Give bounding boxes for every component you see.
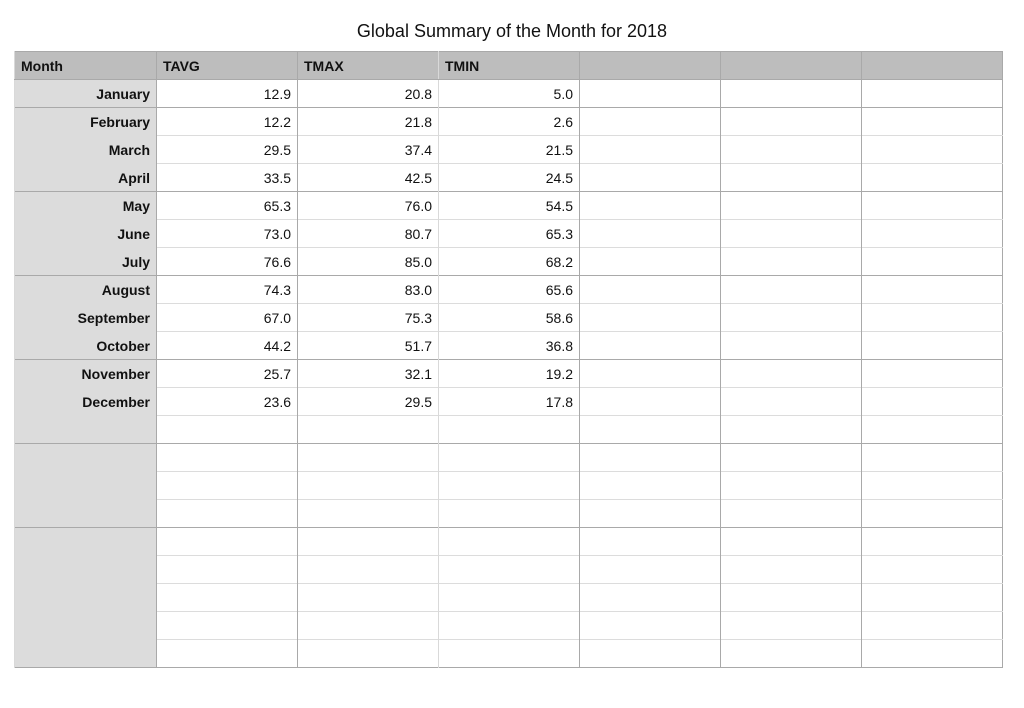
table-cell[interactable] bbox=[157, 640, 298, 668]
column-header-empty[interactable] bbox=[721, 52, 862, 80]
row-header-cell[interactable] bbox=[15, 444, 157, 472]
table-cell[interactable]: 5.0 bbox=[439, 80, 580, 108]
table-cell[interactable] bbox=[862, 472, 1003, 500]
table-cell[interactable] bbox=[721, 332, 862, 360]
table-cell[interactable] bbox=[580, 276, 721, 304]
table-cell[interactable]: 12.2 bbox=[157, 108, 298, 136]
row-header-cell[interactable]: October bbox=[15, 332, 157, 360]
row-header-cell[interactable]: April bbox=[15, 164, 157, 192]
row-header-cell[interactable]: November bbox=[15, 360, 157, 388]
table-cell[interactable] bbox=[721, 584, 862, 612]
table-cell[interactable] bbox=[862, 360, 1003, 388]
table-cell[interactable]: 65.3 bbox=[157, 192, 298, 220]
table-cell[interactable] bbox=[721, 528, 862, 556]
column-header-tmax[interactable]: TMAX bbox=[298, 52, 439, 80]
table-cell[interactable] bbox=[721, 80, 862, 108]
table-cell[interactable] bbox=[439, 528, 580, 556]
table-cell[interactable] bbox=[721, 444, 862, 472]
table-row bbox=[15, 192, 1003, 220]
column-header-empty[interactable] bbox=[862, 52, 1003, 80]
row-header-cell[interactable]: August bbox=[15, 276, 157, 304]
table-cell[interactable] bbox=[721, 388, 862, 416]
table-cell[interactable] bbox=[298, 528, 439, 556]
table-cell[interactable] bbox=[157, 444, 298, 472]
table-cell[interactable]: 65.3 bbox=[439, 220, 580, 248]
table-cell[interactable] bbox=[721, 164, 862, 192]
table-cell[interactable] bbox=[721, 248, 862, 276]
table-cell[interactable] bbox=[298, 444, 439, 472]
table-cell[interactable]: 44.2 bbox=[157, 332, 298, 360]
table-cell[interactable] bbox=[721, 220, 862, 248]
table-row bbox=[15, 304, 1003, 332]
sheet-title: Global Summary of the Month for 2018 bbox=[356, 21, 668, 41]
table-cell[interactable] bbox=[439, 444, 580, 472]
table-cell[interactable] bbox=[157, 584, 298, 612]
table-cell[interactable] bbox=[580, 528, 721, 556]
table-cell[interactable] bbox=[721, 276, 862, 304]
table-cell[interactable] bbox=[721, 612, 862, 640]
table-cell[interactable] bbox=[580, 416, 721, 444]
row-header-cell[interactable]: December bbox=[15, 388, 157, 416]
table-cell[interactable] bbox=[580, 192, 721, 220]
row-header-cell[interactable] bbox=[15, 528, 157, 556]
table-cell[interactable] bbox=[862, 304, 1003, 332]
table-cell[interactable] bbox=[298, 584, 439, 612]
row-header-cell[interactable] bbox=[15, 416, 157, 444]
table-cell[interactable] bbox=[298, 640, 439, 668]
table-cell[interactable]: 76.6 bbox=[157, 248, 298, 276]
table-cell[interactable] bbox=[862, 444, 1003, 472]
table-cell[interactable] bbox=[580, 80, 721, 108]
table-cell[interactable] bbox=[580, 612, 721, 640]
table-cell[interactable] bbox=[580, 248, 721, 276]
table-row bbox=[15, 332, 1003, 360]
table-cell[interactable]: 19.2 bbox=[439, 360, 580, 388]
table-cell[interactable] bbox=[439, 612, 580, 640]
column-header-empty[interactable] bbox=[580, 52, 721, 80]
table-row bbox=[15, 164, 1003, 192]
table-row bbox=[15, 248, 1003, 276]
table-cell[interactable] bbox=[157, 556, 298, 584]
table-cell[interactable]: 29.5 bbox=[298, 388, 439, 416]
row-header-cell[interactable] bbox=[15, 500, 157, 528]
table-cell[interactable]: 12.9 bbox=[157, 80, 298, 108]
table-cell[interactable] bbox=[721, 472, 862, 500]
table-cell[interactable]: 2.6 bbox=[439, 108, 580, 136]
table-cell[interactable] bbox=[580, 108, 721, 136]
table-cell[interactable]: 42.5 bbox=[298, 164, 439, 192]
table-cell[interactable] bbox=[862, 388, 1003, 416]
table-cell[interactable]: 65.6 bbox=[439, 276, 580, 304]
table-cell[interactable] bbox=[580, 164, 721, 192]
table-cell[interactable] bbox=[580, 444, 721, 472]
table-cell[interactable]: 32.1 bbox=[298, 360, 439, 388]
table-cell[interactable] bbox=[580, 220, 721, 248]
column-header-tmin[interactable]: TMIN bbox=[439, 52, 580, 80]
row-header-cell[interactable] bbox=[15, 556, 157, 584]
table-row bbox=[15, 472, 1003, 500]
table-cell[interactable] bbox=[439, 416, 580, 444]
table-cell[interactable]: 58.6 bbox=[439, 304, 580, 332]
table-row bbox=[15, 136, 1003, 164]
table-cell[interactable] bbox=[862, 248, 1003, 276]
row-header-cell[interactable] bbox=[15, 640, 157, 668]
table-cell[interactable] bbox=[862, 192, 1003, 220]
table-cell[interactable] bbox=[157, 472, 298, 500]
header-row bbox=[15, 52, 1003, 80]
table-cell[interactable] bbox=[721, 556, 862, 584]
table-cell[interactable]: 74.3 bbox=[157, 276, 298, 304]
row-header-cell[interactable]: September bbox=[15, 304, 157, 332]
table-cell[interactable]: 23.6 bbox=[157, 388, 298, 416]
table-cell[interactable] bbox=[439, 584, 580, 612]
table-cell[interactable]: 67.0 bbox=[157, 304, 298, 332]
table-cell[interactable] bbox=[862, 220, 1003, 248]
table-cell[interactable] bbox=[439, 640, 580, 668]
table-cell[interactable] bbox=[298, 556, 439, 584]
table-cell[interactable] bbox=[862, 640, 1003, 668]
table-row bbox=[15, 220, 1003, 248]
table-cell[interactable] bbox=[721, 136, 862, 164]
table-cell[interactable]: 68.2 bbox=[439, 248, 580, 276]
row-header-cell[interactable] bbox=[15, 612, 157, 640]
table-cell[interactable] bbox=[721, 192, 862, 220]
table-row bbox=[15, 276, 1003, 304]
table-cell[interactable] bbox=[721, 640, 862, 668]
table-cell[interactable] bbox=[580, 388, 721, 416]
table-row bbox=[15, 640, 1003, 668]
table-cell[interactable] bbox=[157, 612, 298, 640]
table-row bbox=[15, 108, 1003, 136]
table-cell[interactable] bbox=[157, 528, 298, 556]
column-header-month[interactable]: Month bbox=[15, 52, 157, 80]
row-header-cell[interactable]: May bbox=[15, 192, 157, 220]
row-header-cell[interactable]: February bbox=[15, 108, 157, 136]
table-row bbox=[15, 444, 1003, 472]
table-cell[interactable] bbox=[862, 416, 1003, 444]
table-cell[interactable] bbox=[439, 500, 580, 528]
table-cell[interactable]: 54.5 bbox=[439, 192, 580, 220]
table-row bbox=[15, 416, 1003, 444]
table-cell[interactable]: 25.7 bbox=[157, 360, 298, 388]
table-cell[interactable] bbox=[580, 556, 721, 584]
table-cell[interactable] bbox=[862, 556, 1003, 584]
table-cell[interactable] bbox=[298, 500, 439, 528]
table-cell[interactable] bbox=[721, 500, 862, 528]
table-cell[interactable]: 73.0 bbox=[157, 220, 298, 248]
table-cell[interactable] bbox=[439, 472, 580, 500]
table-cell[interactable]: 24.5 bbox=[439, 164, 580, 192]
table-cell[interactable] bbox=[862, 80, 1003, 108]
table-cell[interactable] bbox=[721, 304, 862, 332]
table-cell[interactable] bbox=[580, 472, 721, 500]
table-cell[interactable]: 83.0 bbox=[298, 276, 439, 304]
table-row bbox=[15, 500, 1003, 528]
table-cell[interactable]: 80.7 bbox=[298, 220, 439, 248]
table-cell[interactable]: 29.5 bbox=[157, 136, 298, 164]
table-cell[interactable] bbox=[580, 360, 721, 388]
table-cell[interactable]: 21.5 bbox=[439, 136, 580, 164]
table-row bbox=[15, 80, 1003, 108]
table-cell[interactable]: 51.7 bbox=[298, 332, 439, 360]
table-cell[interactable] bbox=[862, 528, 1003, 556]
table-cell[interactable] bbox=[298, 612, 439, 640]
table-cell[interactable] bbox=[580, 304, 721, 332]
table-cell[interactable] bbox=[862, 332, 1003, 360]
table-cell[interactable]: 37.4 bbox=[298, 136, 439, 164]
table-cell[interactable] bbox=[862, 584, 1003, 612]
table-cell[interactable] bbox=[721, 108, 862, 136]
table-cell[interactable]: 17.8 bbox=[439, 388, 580, 416]
table-row bbox=[15, 584, 1003, 612]
row-header-cell[interactable] bbox=[15, 472, 157, 500]
table-cell[interactable] bbox=[862, 136, 1003, 164]
table-cell[interactable] bbox=[298, 416, 439, 444]
table-cell[interactable] bbox=[862, 276, 1003, 304]
table-cell[interactable] bbox=[439, 556, 580, 584]
table-cell[interactable] bbox=[580, 332, 721, 360]
table-cell[interactable] bbox=[580, 136, 721, 164]
table-row bbox=[15, 360, 1003, 388]
table-cell[interactable] bbox=[721, 416, 862, 444]
table-row bbox=[15, 528, 1003, 556]
table-cell[interactable] bbox=[721, 360, 862, 388]
table-cell[interactable] bbox=[157, 416, 298, 444]
table-cell[interactable] bbox=[580, 584, 721, 612]
row-header-cell[interactable] bbox=[15, 584, 157, 612]
table-cell[interactable]: 21.8 bbox=[298, 108, 439, 136]
row-header-cell[interactable]: June bbox=[15, 220, 157, 248]
table-cell[interactable]: 33.5 bbox=[157, 164, 298, 192]
table-cell[interactable]: 76.0 bbox=[298, 192, 439, 220]
table-cell[interactable] bbox=[580, 500, 721, 528]
table-row bbox=[15, 612, 1003, 640]
table-cell[interactable] bbox=[580, 640, 721, 668]
table-cell[interactable]: 36.8 bbox=[439, 332, 580, 360]
table-cell[interactable] bbox=[862, 164, 1003, 192]
row-header-cell[interactable]: March bbox=[15, 136, 157, 164]
table-cell[interactable] bbox=[298, 472, 439, 500]
table-cell[interactable]: 75.3 bbox=[298, 304, 439, 332]
row-header-cell[interactable]: July bbox=[15, 248, 157, 276]
table-cell[interactable]: 85.0 bbox=[298, 248, 439, 276]
table-row bbox=[15, 388, 1003, 416]
table-cell[interactable] bbox=[157, 500, 298, 528]
table-cell[interactable] bbox=[862, 500, 1003, 528]
table-cell[interactable] bbox=[862, 612, 1003, 640]
data-table bbox=[14, 51, 1003, 668]
column-header-tavg[interactable]: TAVG bbox=[157, 52, 298, 80]
table-row bbox=[15, 556, 1003, 584]
table-cell[interactable] bbox=[862, 108, 1003, 136]
row-header-cell[interactable]: January bbox=[15, 80, 157, 108]
table-cell[interactable]: 20.8 bbox=[298, 80, 439, 108]
